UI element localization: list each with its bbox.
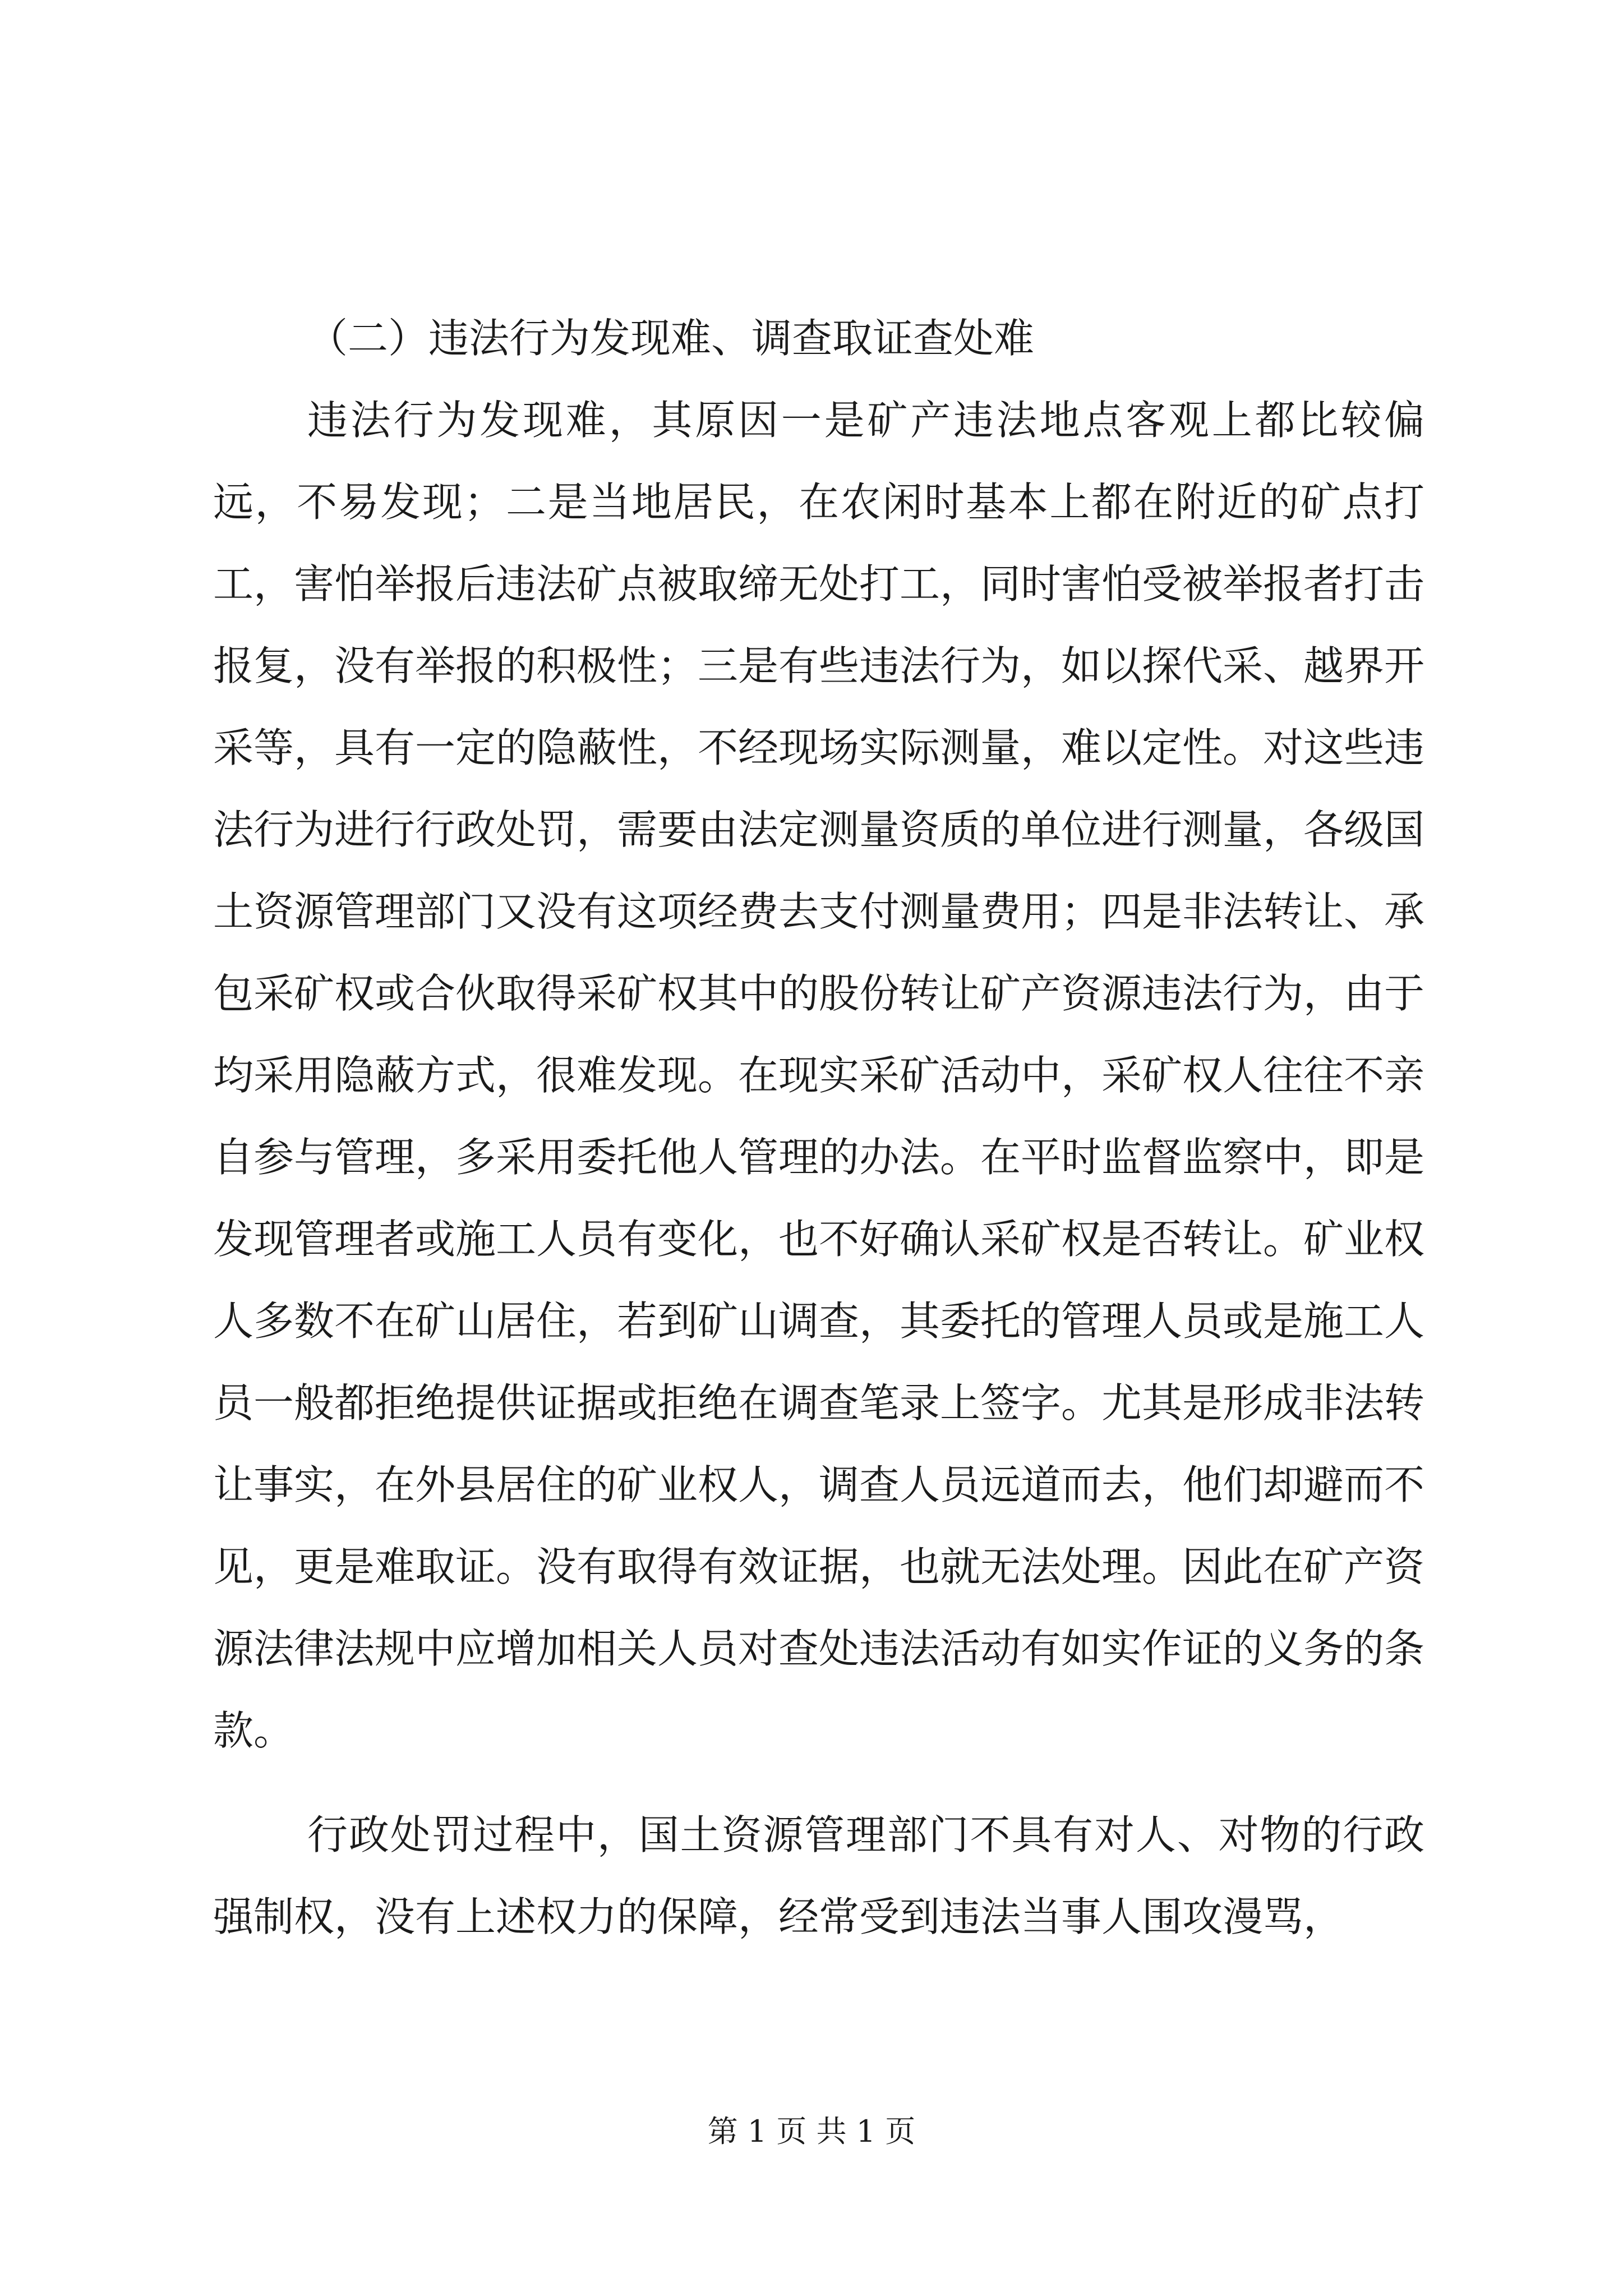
paragraph-1: 违法行为发现难，其原因一是矿产违法地点客观上都比较偏远，不易发现；二是当地居民，在农闲时基本上都在附近的矿点打工，害怕举报后违法矿点被取缔无处打工，同时害怕受被举报者打击报复，没有举报的积极性；三是有些违法行为，如以探代采、越界开采等，具有一定的隐蔽性，不经现场实际测量，难以定性。对这些违法行为进行行政处罚，需要由法定测量资质的单位进行测量，各级国土资源管理部门又没有这项经费去支付测量费用；四是非法转让、承包采矿权或合伙取得采矿权其中的股份转让矿产资源违法行为，由于均采用隐蔽方式，很难发现。在现实采矿活动中，采矿权人往往不亲自参与管理，多采用委托他人管理的办法。在平时监督监察中，即是发现管理者或施工人员有变化，也不好确认采矿权是否转让。矿业权人多数不在矿山居住，若到矿山调查，其委托的管理人员或是施工人员一般都拒绝提供证据或拒绝在调查笔录上签字。尤其是形成非法转让事实，在外县居住的矿业权人，调查人员远道而去，他们却避而不见，更是难取证。没有取得有效证据，也就无法处理。因此在矿产资源法律法规中应增加相关人员对查处违法活动有如实作证的义务的条款。: [213, 397, 1425, 1754]
document-body: [213, 297, 1424, 1980]
page-footer: 第 1 页 共 1 页: [707, 2114, 916, 2149]
paragraph-2: 行政处罚过程中，国土资源管理部门不具有对人、对物的行政强制权，没有上述权力的保障，经常受到违法当事人围攻漫骂，: [213, 1811, 1424, 1940]
section-heading: （二）违法行为发现难、调查取证查处难: [307, 315, 1035, 362]
